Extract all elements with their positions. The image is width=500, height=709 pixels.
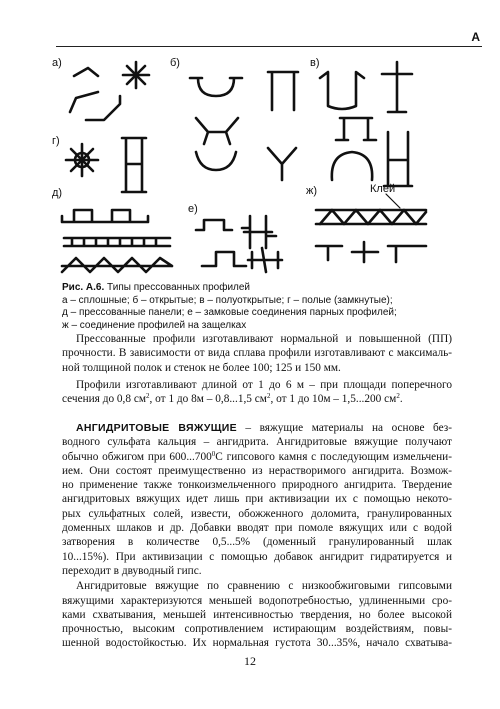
profile-g-rays xyxy=(66,144,98,176)
profile-v-hat xyxy=(336,118,376,140)
profile-a-angle-1 xyxy=(74,68,98,76)
profile-a-star xyxy=(123,62,149,88)
p3-line-1: АНГИДРИТОВЫЕ ВЯЖУЩИЕ – вяжущие материалы на основе без- xyxy=(76,422,453,434)
fig-label-a: а) xyxy=(52,57,62,69)
caption-line-3: ж – соединение профилей на защелках xyxy=(62,319,247,331)
p4-line-5: шенной водостойкостью. Их нормальная густота 30...35%, начало схватыва- xyxy=(62,637,452,650)
paragraph-3 xyxy=(62,421,452,578)
profile-v-cross xyxy=(382,62,412,112)
profile-b-y xyxy=(268,148,296,180)
fig-label-e: е) xyxy=(188,203,198,215)
figure-caption xyxy=(62,282,462,332)
caption-line-2: д – прессованные панели; е – замковые соединения парных профилей; xyxy=(62,307,397,318)
page-number: 12 xyxy=(244,654,256,668)
term-heading: АНГИДРИТОВЫЕ ВЯЖУЩИЕ xyxy=(76,422,237,434)
profile-d-panel-2 xyxy=(64,238,170,246)
profile-d-panel-1 xyxy=(62,210,148,222)
profile-v-omega xyxy=(332,152,372,180)
body-text-top xyxy=(62,332,452,406)
header-rule xyxy=(56,46,482,47)
caption-line-1: а – сплошные; б – открытые; в – полуоткрытые; г – полые (замкнутые); xyxy=(62,294,393,306)
p4-line-3: ками схватывания, меньшей интенсивностью твердения, но более высокой xyxy=(62,608,452,621)
profile-v-channel xyxy=(320,72,364,109)
p3-line-9: затворения в количестве 0,5...5% (доменный гранулированный шлак xyxy=(62,536,452,549)
caption-title-bold: Рис. А.6. xyxy=(62,282,105,293)
profile-v-tube xyxy=(384,132,412,186)
p3-line-5: но применение также тонкоизмельченного природного ангидрита. Твердение xyxy=(62,479,452,492)
p3-line-8: доменных шлаков и др. Добавки вводят при помоле вяжущих или с водой xyxy=(62,522,452,535)
fig-label-v: в) xyxy=(310,57,320,69)
fig-label-b: б) xyxy=(170,57,180,69)
p1-line-3: ной толщиной полок и стенок не более 100; 125 и 150 мм. xyxy=(62,361,341,374)
p3-line-2: водного сульфата кальция – ангидрита. Ангидритовые вяжущие получают xyxy=(62,436,452,449)
paragraph-1 xyxy=(62,332,452,375)
profile-a-angle-2 xyxy=(70,92,98,112)
profile-d-panel-3 xyxy=(62,258,172,272)
p3-line-11: переходит в двуводный гипс. xyxy=(62,564,202,577)
p4-line-2: вяжущими характеризуются меньшей водопотребностью, удлиненными сро- xyxy=(62,594,452,607)
p1-line-2: прочности. В зависимости от вида сплава профили изготавливают с максималь- xyxy=(62,347,452,360)
p1-line-1: Прессованные профили изготавливают нормальной и повышенной (ПП) xyxy=(76,333,452,345)
glue-label: Клей xyxy=(370,183,396,195)
caption-title-text: Типы прессованных профилей xyxy=(104,282,251,293)
profile-g-hollow xyxy=(122,138,146,192)
profile-e-lock-4 xyxy=(248,248,282,272)
p3-line-6: ангидритовых вяжущих идет лишь при активизации их с помощью некото- xyxy=(62,493,452,506)
fig-label-d: д) xyxy=(52,187,63,199)
paragraph-4 xyxy=(62,579,452,650)
profile-zh-snap xyxy=(316,242,426,262)
p4-line-4: прочностью, высоким сопротивлением истирающим воздействиям, повы- xyxy=(62,623,452,636)
caption-title xyxy=(62,282,462,295)
p2-line-1: Профили изготавливают длиной от 1 до 6 м – при площади поперечного xyxy=(76,378,452,391)
paragraph-2 xyxy=(62,378,452,407)
p2-line-2: сечения до 0,8 $см^2$, от 1 до 8м – 0,8...1,5 $см^2$, от 1 до 10м – 1,5...200 $см^2$. xyxy=(62,392,403,406)
running-header-letter: А xyxy=(471,30,480,44)
body-text-anhydrite xyxy=(62,421,452,651)
p4-line-1: Ангидритовые вяжущие по сравнению с низкообжиговыми гипсовыми xyxy=(76,580,452,593)
glue-leader xyxy=(386,194,400,208)
profile-e-lock-2 xyxy=(242,216,276,248)
fig-label-zh: ж) xyxy=(306,185,318,197)
profiles-drawing xyxy=(52,52,452,282)
p3-line-10: 10...15%). При активизации с помощью добавок ангидрит гидратируется и xyxy=(62,550,452,563)
p3-line-7: рых сульфатных солей, извести, обожженного доломита, гранулированных xyxy=(62,507,452,520)
profile-e-lock-3 xyxy=(202,252,246,266)
profile-b-arc xyxy=(196,152,236,170)
profile-zh-truss-web xyxy=(320,210,426,224)
p3-line-4: ием. Они состоят преимущественно из нерастворимого ангидрита. Возмож- xyxy=(62,464,452,477)
profile-b-bridge xyxy=(196,118,238,144)
profiles-figure xyxy=(52,52,452,282)
fig-label-g: г) xyxy=(52,135,60,147)
profile-b-u xyxy=(190,78,242,96)
profile-e-lock-1 xyxy=(196,220,232,230)
profile-b-pi xyxy=(268,72,298,110)
p3-line-3: обычно обжигом при 600...700$^0$С гипсового камня с последующим измельчени- xyxy=(62,449,452,463)
profile-a-zshape xyxy=(86,96,120,120)
